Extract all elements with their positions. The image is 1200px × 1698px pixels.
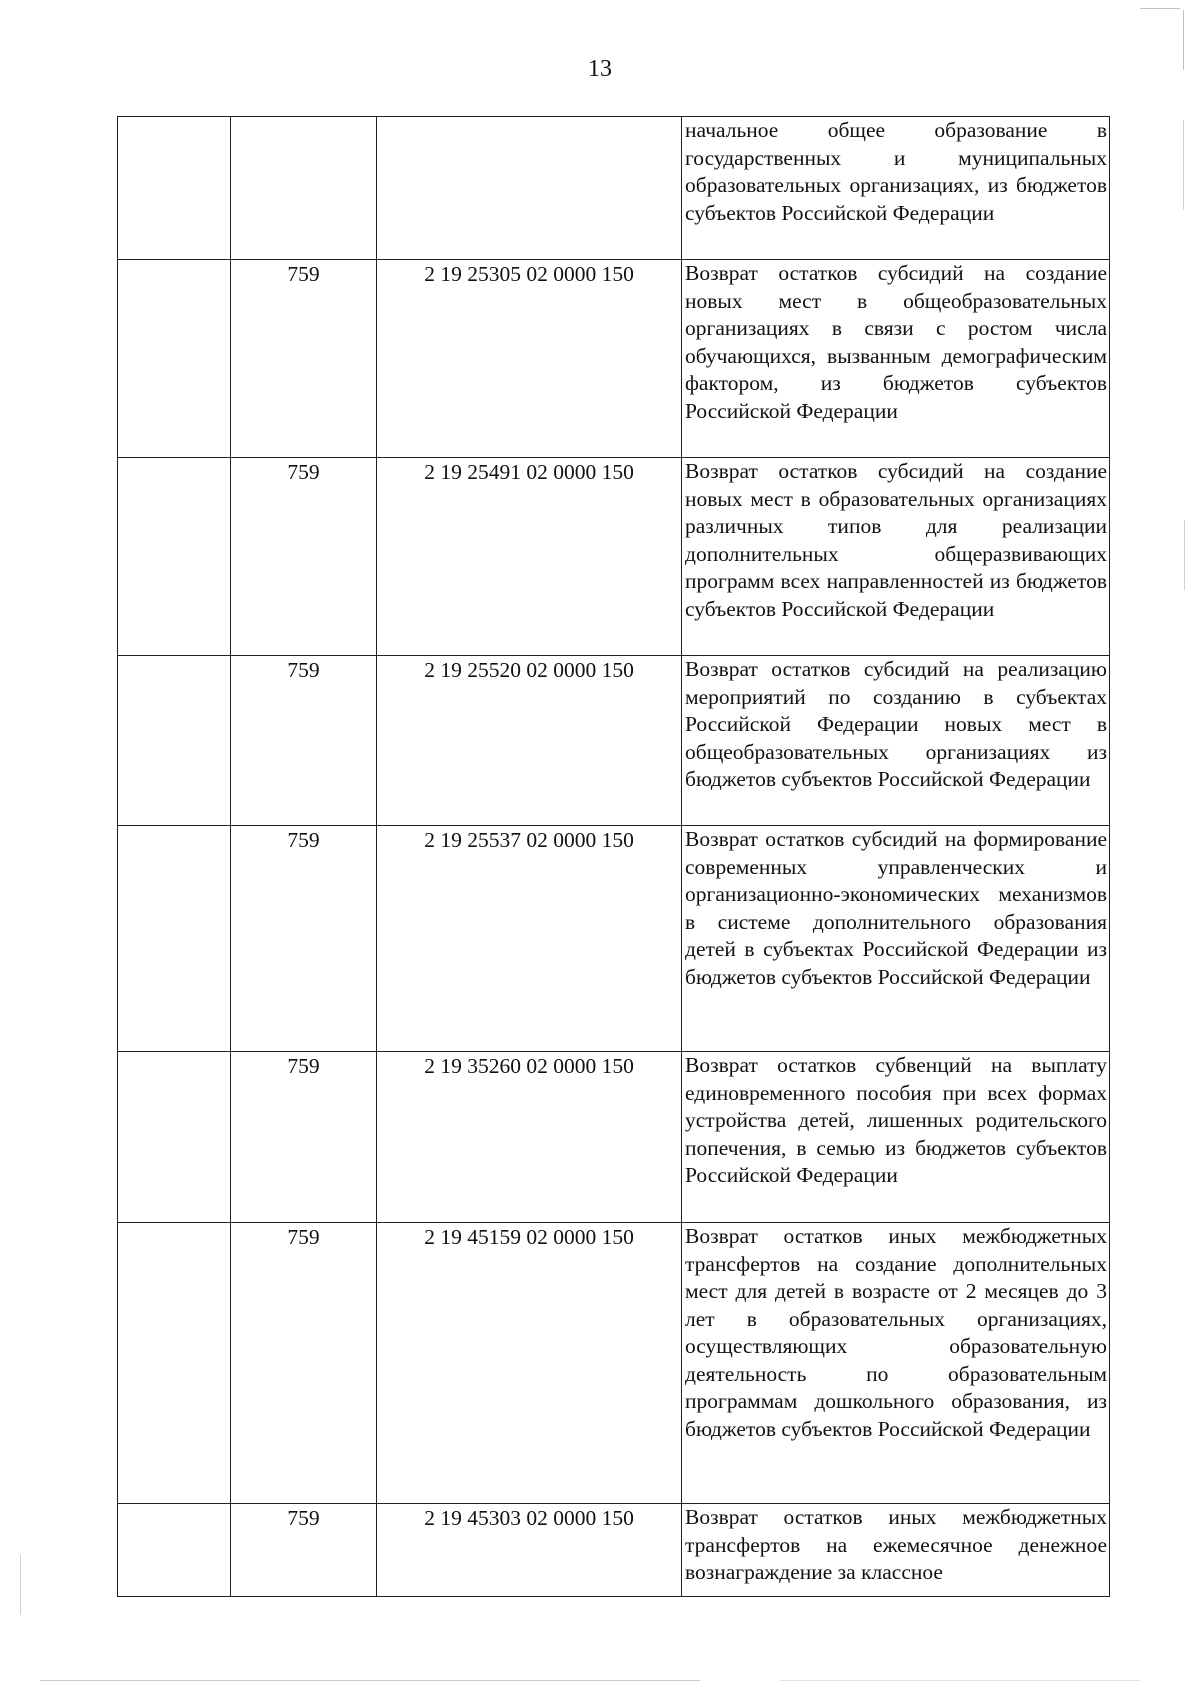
- empty-cell: [118, 1504, 231, 1597]
- budget-code-cell: 2 19 25491 02 0000 150: [377, 458, 682, 656]
- table-row: [118, 1223, 1110, 1504]
- table-row: [118, 826, 1110, 1052]
- budget-code-cell: 2 19 45159 02 0000 150: [377, 1223, 682, 1504]
- budget-code-cell: 2 19 45303 02 0000 150: [377, 1504, 682, 1597]
- description-cell: Возврат остатков субвенций на выплату единовременного пособия при всех формах устройства детей, лишенных родительского попечения, в семью из бюджетов субъектов Российской Федерации: [682, 1052, 1110, 1223]
- admin-code-cell: 759: [231, 826, 377, 1052]
- admin-code-cell: 759: [231, 656, 377, 826]
- description-cell: Возврат остатков субсидий на реализацию мероприятий по созданию в субъектах Российской Федерации новых мест в общеобразовательных организациях из бюджетов субъектов Российской Федерации: [682, 656, 1110, 826]
- scan-mark: [1183, 120, 1184, 210]
- admin-code-cell: 759: [231, 260, 377, 458]
- description-cell: начальное общее образование в государственных и муниципальных образовательных организациях, из бюджетов субъектов Российской Федерации: [682, 117, 1110, 260]
- description-cell: Возврат остатков иных межбюджетных трансфертов на ежемесячное денежное вознаграждение за классное: [682, 1504, 1110, 1597]
- admin-code-cell: 759: [231, 1504, 377, 1597]
- description-cell: Возврат остатков субсидий на создание новых мест в образовательных организациях различных типов для реализации дополнительных общеразвивающих программ всех направленностей из бюджетов субъектов Российской Федерации: [682, 458, 1110, 656]
- description-cell: Возврат остатков субсидий на создание новых мест в общеобразовательных организациях в связи с ростом числа обучающихся, вызванным демографическим фактором, из бюджетов субъектов Российской Федерации: [682, 260, 1110, 458]
- empty-cell: [118, 656, 231, 826]
- scan-mark: [20, 1555, 21, 1615]
- empty-cell: [118, 826, 231, 1052]
- table-row: [118, 656, 1110, 826]
- budget-code-cell: 2 19 25537 02 0000 150: [377, 826, 682, 1052]
- budget-code-cell: 2 19 25520 02 0000 150: [377, 656, 682, 826]
- table-row: [118, 1052, 1110, 1223]
- empty-cell: [118, 260, 231, 458]
- admin-code-cell: 759: [231, 1223, 377, 1504]
- description-cell: Возврат остатков иных межбюджетных трансфертов на создание дополнительных мест для детей в возрасте от 2 месяцев до 3 лет в образовательных организациях, осуществляющих образовательную деятельность по образовательным программам дошкольного образования, из бюджетов субъектов Российской Федерации: [682, 1223, 1110, 1504]
- scan-mark: [780, 1680, 1140, 1681]
- budget-code-cell: 2 19 25305 02 0000 150: [377, 260, 682, 458]
- table-row: [118, 260, 1110, 458]
- scan-mark: [1183, 10, 1184, 70]
- scan-mark: [40, 1680, 700, 1681]
- table-row: [118, 458, 1110, 656]
- scan-mark: [1184, 520, 1185, 590]
- table-row: [118, 1504, 1110, 1597]
- description-cell: Возврат остатков субсидий на формирование современных управленческих и организационно-экономических механизмов в системе дополнительного образования детей в субъектах Российской Федерации из бюджетов субъектов Российской Федерации: [682, 826, 1110, 1052]
- scan-mark: [1140, 8, 1180, 9]
- budget-classification-table: [117, 116, 1110, 1597]
- empty-cell: [118, 117, 231, 260]
- admin-code-cell: 759: [231, 1052, 377, 1223]
- page-number: 13: [588, 56, 612, 82]
- budget-code-cell: 2 19 35260 02 0000 150: [377, 1052, 682, 1223]
- budget-code-cell: [377, 117, 682, 260]
- table-row: [118, 117, 1110, 260]
- empty-cell: [118, 458, 231, 656]
- admin-code-cell: [231, 117, 377, 260]
- empty-cell: [118, 1052, 231, 1223]
- empty-cell: [118, 1223, 231, 1504]
- admin-code-cell: 759: [231, 458, 377, 656]
